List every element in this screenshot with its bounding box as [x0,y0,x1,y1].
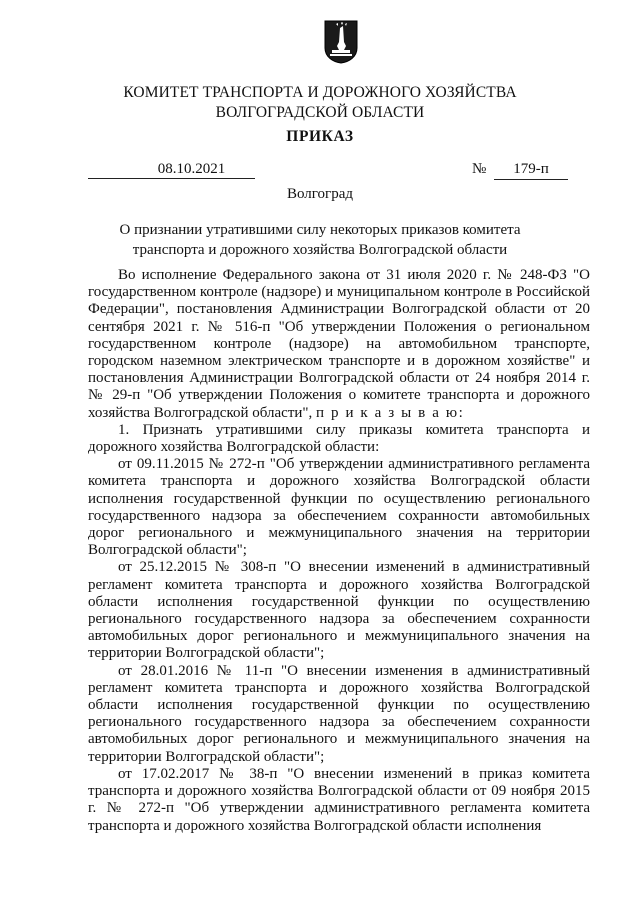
repealed-order-272: от 09.11.2015 № 272-п "Об утверждении административного регламента комитета транспорта и дорожного хозяйства Волгоградской области исполнения государственной функции по осуществлению регионального государственного надзора за обеспечением сохранности автомобильных дорог регионального и межмуниципального значения на территории Волгоградской области"; [88,456,590,559]
repealed-order-308: от 25.12.2015 № 308-п "О внесении изменений в административный регламент комитета транспорта и дорожного хозяйства Волгоградской области исполнения государственной функции по осуществлению регионального государственного надзора за обеспечением сохранности автомобильных дорог регионального и межмуниципального значения на территории Волгоградской области"; [88,559,590,662]
document-type: ПРИКАЗ [286,128,354,145]
order-directive: п р и к а з ы в а ю: [316,404,465,421]
order-body [88,267,590,835]
organization-line-1: КОМИТЕТ ТРАНСПОРТА И ДОРОЖНОГО ХОЗЯЙСТВА [123,84,517,101]
repealed-order-38: от 17.02.2017 № 38-п "О внесении изменений в приказ комитета транспорта и дорожного хозяйства Волгоградской области от 09 ноября 2015 г. № 272-п "Об утверждении административного регламента комитета транспорта и дорожного хозяйства Волгоградской области исполнения [88,765,590,834]
volgograd-emblem-icon [324,20,358,64]
preamble-paragraph [88,267,590,422]
order-date: 08.10.2021 [88,160,255,179]
organization-line-2: ВОЛГОГРАДСКОЙ ОБЛАСТИ [215,104,425,121]
subject-line-2: транспорта и дорожного хозяйства Волгоградской области [132,241,508,258]
subject-line-1: О признании утратившими силу некоторых приказов комитета [119,222,521,238]
item-1-paragraph: 1. Признать утратившими силу приказы комитета транспорта и дорожного хозяйства Волгоградской области: [88,421,590,456]
number-sign: № [472,161,487,177]
order-subject [0,221,640,260]
order-number: 179-п [494,160,568,180]
preamble-text: Во исполнение Федерального закона от 31 июля 2020 г. № 248-ФЗ "О государственном контроле (надзоре) и муниципальном контроле в Российской Федерации", постановления Администрации Волгоградской области от 20 сентября 2021 г. № 516-п "Об утверждении Положения о региональном государственном контроле (надзоре) на автомобильном транспорте, городском наземном электрическом транспорте и в дорожном хозяйстве" и постановления Администрации Волгоградской области от 24 ноября 2014 г. № 29-п "Об утверждении Положения о комитете транспорта и дорожного хозяйства Волгоградской области", [88,267,590,421]
city-name: Волгоград [286,186,353,202]
repealed-order-11: от 28.01.2016 № 11-п "О внесении изменения в административный регламент комитета транспорта и дорожного хозяйства Волгоградской области исполнения государственной функции по осуществлению регионального государственного надзора за обеспечением сохранности автомобильных дорог регионального и межмуниципального значения на территории Волгоградской области"; [88,662,590,765]
organization-name [0,83,640,123]
